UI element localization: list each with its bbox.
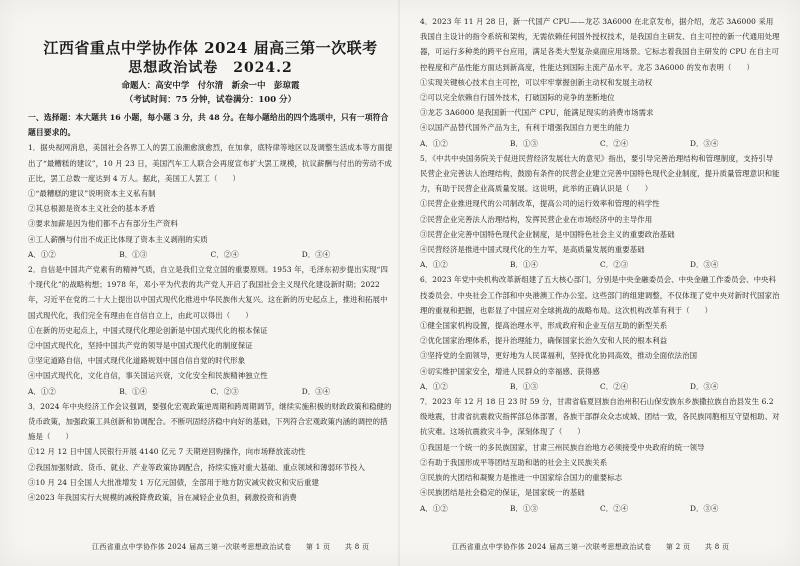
answer-choice: A．①②: [28, 386, 56, 396]
question-2: [28, 262, 393, 399]
question-option: ③要求加薪是因为他们都不占有部分生产资料: [28, 219, 178, 229]
question-option: ④以国产品替代国外产品为主，有利于增强我国自力更生的能力: [420, 123, 630, 133]
exam-title: 江西省重点中学协作体 2024 届高三第一次联考: [43, 39, 378, 57]
question-option: ②可以完全依赖自行国外技术，打破国际的竞争的垄断地位: [420, 93, 615, 103]
question-option: ①健全国家机构设置，提高治理水平，形成政府和企业互信互助的新型关系: [420, 321, 668, 331]
exam-info: （考试时间：75 分钟，试卷满分：100 分）: [124, 94, 297, 104]
question-option: ②有助于我国形成平等团结互助和谐的社会主义民族关系: [420, 457, 608, 467]
answer-choices: [420, 136, 780, 151]
answer-choices: [28, 384, 393, 399]
question-3: [28, 399, 393, 505]
question-option: ④中国式现代化，文化自信，事关国运兴衰，文化安全和民族精神独立性: [28, 371, 268, 381]
question-stem: 5．《中共中央国务院关于促进民营经济发展壮大的意见》指出，要引导完善治理结构和管理制度，支持引导民营企业完善法人治理结构，鼓励有条件的民营企业建立完善中国特色现代企业制度，提升质量管理意识和能力，有助于民营企业高质量发展。这说明，此举的正确认识是（ ）: [420, 153, 780, 194]
question-option: ④2023 年我国实行大规模的减税降费政策，旨在减轻企业负担，刺激投资和消费: [28, 493, 297, 503]
answer-choice: A．①②: [420, 503, 448, 513]
page-fold: [398, 0, 400, 566]
question-stem: 2．自信是中国共产党素有的精神气质，自立是我们立党立国的重要原则。1953 年，毛泽东初步提出实现“四个现代化”的战略构想；1978 年，邓小平为代表的共产党人开启了我国社会主义现代化建设新时期；2022 年，习近平在党的二十大上提出以中国式现代化推进中华民族伟大复兴。这在新的历史起点上，推进和拓展中国式现代化，我们完全有理由在自信自立上，由此可以得出（ ）: [28, 265, 388, 320]
question-option: ②我国加强财政、货币、就业、产业等政策协调配合，持续实施对重大基础、重点领域和薄弱环节投入: [28, 462, 366, 472]
answer-choice: B．①④: [510, 260, 539, 270]
question-5: [420, 151, 780, 273]
exam-subtitle: 思想政治试卷 2024.2: [128, 60, 293, 76]
question-option: ④民族团结是社会稳定的保证，是国家统一的基础: [420, 488, 585, 498]
answer-choice: C．②③: [600, 260, 629, 270]
question-stem: 7．2023 年 12 月 18 日 23 时 59 分，甘肃省临夏回族自治州积石山保安族东乡族撒拉族自治县发生 6.2 级地震，甘肃省抗震救灾指挥部总体部署，各族干部群众众志成城、团结一致，各民族同胞相互守望相助、对抗灾难。这场抗震救灾斗争，深刻体现了（ ）: [420, 397, 780, 437]
question-option: ②其总根源是资本主义社会的基本矛盾: [28, 204, 156, 214]
page-2-footer: 江西省重点中学协作体 2024 届高三第一次联考思想政治试卷 第 2 页 共 8 页: [452, 543, 730, 551]
section-heading: 一、选择题：本大题共 16 小题，每小题 3 分，共 48 分。在每小题给出的四个选项中，只有一项符合题目要求的。: [28, 113, 389, 138]
answer-choice: C．②④: [600, 138, 629, 148]
answer-choices: [420, 501, 780, 516]
exam-authors: 命题人：高安中学 付尔清 新余一中 彭琼霞: [121, 80, 300, 90]
question-option: ③民族的大团结和凝聚力是推进一中国家综合国力的重要标志: [420, 473, 623, 483]
question-option: ③龙芯 3A6000 是我国新一代国产 CPU，能满足现实的消费市场需求: [420, 108, 654, 118]
answer-choice: D．③④: [690, 381, 719, 391]
page-1-footer: 江西省重点中学协作体 2024 届高三第一次联考思想政治试卷 第 1 页 共 8 页: [92, 543, 370, 551]
answer-choice: B．①③: [510, 138, 539, 148]
page-1: [28, 38, 393, 505]
question-stem: 6．2023 年党中央机构改革新组建了五大核心部门，分别是中央金融委员会、中央金融工作委员会、中央科技委员会、中央社会工作部和中央港澳工作办公室。这些部门的组建调整，不仅体现了党中央对新时代国家治理的重视和把握，也彰显了中国应对全球挑战的战略布局。这次机构改革有利于（ ）: [420, 275, 780, 315]
answer-choice: A．①②: [420, 381, 448, 391]
question-option: ④工人薪酬与付出不成正比体现了资本主义剥削的实质: [28, 234, 208, 244]
question-stem: 4．2023 年 11 月 28 日，新一代国产 CPU——龙芯 3A6000 在北京发布，据介绍，龙芯 3A6000 采用我国自主设计的指令系统和架构，无需依赖任何国外授权技术，是我国自主研发、自主可控的新一代通用处理器，可运行多种类的跨平台应用，满足各类大型复杂桌面应用场景。它标志着我国自主研发的 CPU 在自主可控程度和产品性能方面达到新高度，性能达到国际主流产品水平。龙芯 3A6000 的发布表明（ ）: [420, 17, 780, 72]
answer-choice: C．②④: [600, 381, 629, 391]
answer-choice: D．③④: [301, 386, 331, 396]
question-option: ③坚持党的全面领导，更好地为人民谋福利，坚持优化协同高效，推动全面依法治国: [420, 351, 698, 361]
page-2: [420, 14, 780, 516]
question-1: [28, 140, 393, 262]
answer-choice: D．③④: [690, 138, 719, 148]
answer-choice: A．①②: [420, 138, 448, 148]
answer-choice: B．①③: [510, 381, 539, 391]
question-option: ①民营企业推进现代的公司制改革，提高公司的运行效率和管理的科学性: [420, 199, 660, 209]
question-stem: 1．据央视网消息，美国社会各界工人的罢工浪潮愈演愈烈，在加拿，底特律等地区以及调整生活成本等方面提出了“最糟糕的建议”，10 月 23 日，美国汽车工人联合会再度宣布扩大罢工规模，抗议薪酬与付出的劳动不成正比，罢工总数一度达到 4 万人。据此，美国工人罢工（ ）: [28, 143, 393, 183]
question-option: ④切实维护国家安全，增进人民群众的幸福感、获得感: [420, 366, 600, 376]
question-option: ①实现关键核心技术自主可控，可以牢牢掌握创新主动权和发展主动权: [420, 77, 653, 87]
answer-choice: D．③④: [690, 260, 719, 270]
answer-choice: B．①④: [119, 386, 148, 396]
question-stem: 3．2024 年中央经济工作会议强调，要强化宏观政策逆周期和跨周期调节，继续实施积极的财政政策和稳健的货币政策，加强政策工具创新和协调配合。不断巩固经济稳中向好的基础，下列符合宏观政策内涵的调控的措施是（ ）: [28, 401, 392, 442]
question-option: ①12 月 12 日中国人民银行开展 4140 亿元 7 天期逆回购操作，向市场释放流动性: [28, 447, 306, 457]
answer-choice: B．①③: [510, 503, 539, 513]
question-option: ①“最糟糕的建议”说明资本主义私有制: [28, 189, 156, 199]
answer-choice: D．③④: [301, 249, 331, 259]
question-7: [420, 394, 780, 516]
question-option: ②优化国家治理体系，提升治理能力，确保国家长治久安和人民的根本利益: [420, 336, 668, 346]
question-option: ②中国式现代化，坚持中国共产党的领导是中国式现代化的制度保证: [28, 341, 253, 351]
question-option: ③民营企业完善中国特色现代企业制度，是中国特色社会主义的重要政治基础: [420, 229, 675, 239]
question-option: ④民营经济是推进中国式现代化的生力军，是高质量发展的重要基础: [420, 245, 645, 255]
answer-choice: C．②③: [210, 386, 239, 396]
answer-choices: [420, 257, 780, 272]
question-4: [420, 14, 780, 151]
answer-choice: B．①③: [119, 249, 148, 259]
answer-choice: A．①②: [420, 260, 448, 270]
question-6: [420, 272, 780, 394]
question-option: ①我国是一个统一的多民族国家，甘肃三州民族自治地方必须接受中央政府的统一领导: [420, 442, 705, 452]
question-option: ①在新的历史起点上，中国式现代化理论创新是中国式现代化的根本保证: [28, 325, 268, 335]
answer-choice: C．②④: [210, 249, 239, 259]
answer-choice: D．③④: [690, 503, 719, 513]
answer-choices: [28, 247, 393, 262]
answer-choice: C．②④: [600, 503, 629, 513]
answer-choice: A．①②: [28, 249, 56, 259]
question-option: ③10 月 24 日全国人大批准增发 1 万亿元国债，全部用于地方防灾减灾救灾和灾后重建: [28, 477, 319, 487]
question-option: ②民营企业完善法人治理结构，发挥民营企业在市场经济中的主导作用: [420, 214, 653, 224]
question-option: ③坚定道路自信，中国式现代化道路规划中国自信自觉的时代形象: [28, 356, 246, 366]
answer-choices: [420, 379, 780, 394]
